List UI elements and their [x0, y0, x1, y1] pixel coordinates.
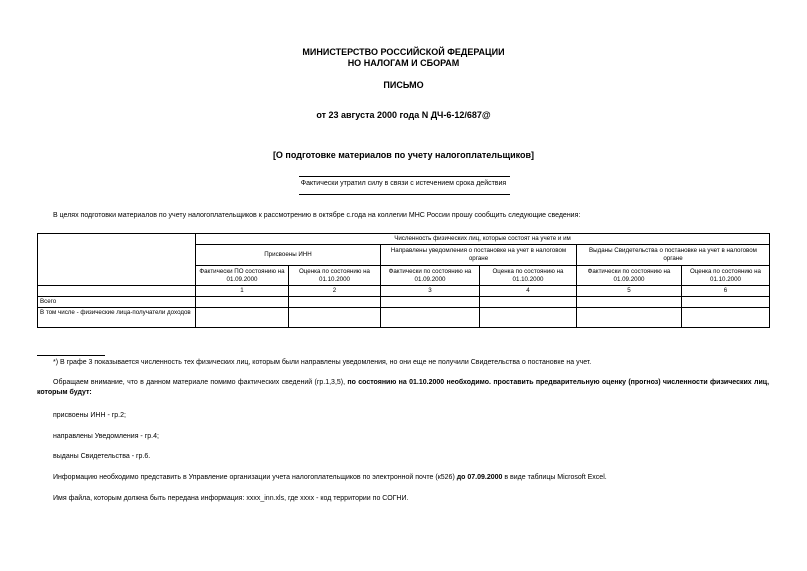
info-deadline: до 07.09.2000 [456, 474, 503, 481]
attention-paragraph [37, 378, 769, 398]
table-cell [577, 308, 682, 328]
table-corner-cell [38, 234, 196, 286]
table-cell [682, 297, 770, 308]
column-number-cell: 2 [289, 286, 381, 297]
table-cell [577, 297, 682, 308]
attention-bold-text: по состоянию на 01.10.2000 необходимо. проставить предварительную оценку (прогноз) численности физических лиц, которым будут: [37, 379, 770, 396]
info-text-after: в виде таблицы Microsoft Excel. [504, 474, 607, 481]
table-cell [381, 297, 480, 308]
row-label: В том числе - физические лица-получатели доходов [38, 308, 196, 328]
table-row [38, 308, 770, 328]
document-date-number: от 23 августа 2000 года N ДЧ-6-12/687@ [316, 110, 491, 120]
ministry-name-line1: МИНИСТЕРСТВО РОССИЙСКОЙ ФЕДЕРАЦИИ [302, 47, 505, 57]
subheader-cell: Оценка по состоянию на 01.10.2000 [289, 266, 381, 286]
subheader-cell: Фактически по состоянию на 01.09.2000 [577, 266, 682, 286]
info-text-before: Информацию необходимо представить в Управление организации учета налогоплательщиков по электронной почте (к526) [53, 474, 455, 481]
table-row [38, 297, 770, 308]
table-cell [480, 308, 577, 328]
table-header-row-1 [38, 234, 770, 245]
info-paragraph [53, 473, 773, 483]
column-number-cell: 6 [682, 286, 770, 297]
list-item: выданы Свидетельства - гр.6. [53, 453, 151, 460]
subheader-cell: Фактически по состоянию на 01.09.2000 [381, 266, 480, 286]
table-cell [196, 308, 289, 328]
subheader-cell: Оценка по состоянию на 01.10.2000 [480, 266, 577, 286]
subheader-cell: Оценка по состоянию на 01.10.2000 [682, 266, 770, 286]
table-cell [289, 297, 381, 308]
document-subject: [О подготовке материалов по учету налогоплательщиков] [272, 150, 535, 160]
ministry-name-line2: НО НАЛОГАМ И СБОРАМ [347, 58, 460, 68]
column-number-cell: 5 [577, 286, 682, 297]
status-bottom-divider [299, 194, 510, 195]
attention-text: Обращаем внимание, что в данном материале помимо фактических сведений (гр.1,3,5), [53, 379, 346, 386]
column-number-cell: 4 [480, 286, 577, 297]
table-cell [196, 297, 289, 308]
table-cell [289, 308, 381, 328]
group-header-notifications: Направлены уведомления о постановке на учет в налоговом органе [381, 245, 577, 266]
column-number-cell: 3 [381, 286, 480, 297]
list-item: направлены Уведомления - гр.4; [53, 433, 159, 440]
group-header-certificates: Выданы Свидетельства о постановке на учет в налоговом органе [577, 245, 770, 266]
filename-paragraph: Имя файла, которым должна быть передана информация: xxxx_inn.xls, где xxxx - код территории по СОГНИ. [53, 495, 409, 502]
table-cell [480, 297, 577, 308]
intro-paragraph: В целях подготовки материалов по учету налогоплательщиков к рассмотрению в октябре с.года на коллегии МНС России прошу сообщить следующие сведения: [53, 212, 581, 219]
group-header-inn: Присвоены ИНН [196, 245, 381, 266]
column-number-cell [38, 286, 196, 297]
list-item: присвоены ИНН - гр.2; [53, 412, 126, 419]
document-type: ПИСЬМО [383, 80, 424, 90]
subheader-cell: Фактически ПО состоянию на 01.09.2000 [196, 266, 289, 286]
footnote-divider [37, 355, 105, 356]
status-note: Фактически утратил силу в связи с истечением срока действия [300, 180, 507, 187]
table-cell [682, 308, 770, 328]
column-number-cell: 1 [196, 286, 289, 297]
row-label: Всего [38, 297, 196, 308]
status-top-divider [299, 176, 510, 177]
table-top-header: Численность физических лиц, которые состоят на учете и им [196, 234, 770, 245]
column-number-row [38, 286, 770, 297]
footnote-text: *) В графе 3 показывается численность тех физических лиц, которым были направлены уведомления, но они еще не получили Свидетельства о постановке на учет. [53, 359, 592, 366]
statistics-table [37, 233, 770, 328]
table-cell [381, 308, 480, 328]
